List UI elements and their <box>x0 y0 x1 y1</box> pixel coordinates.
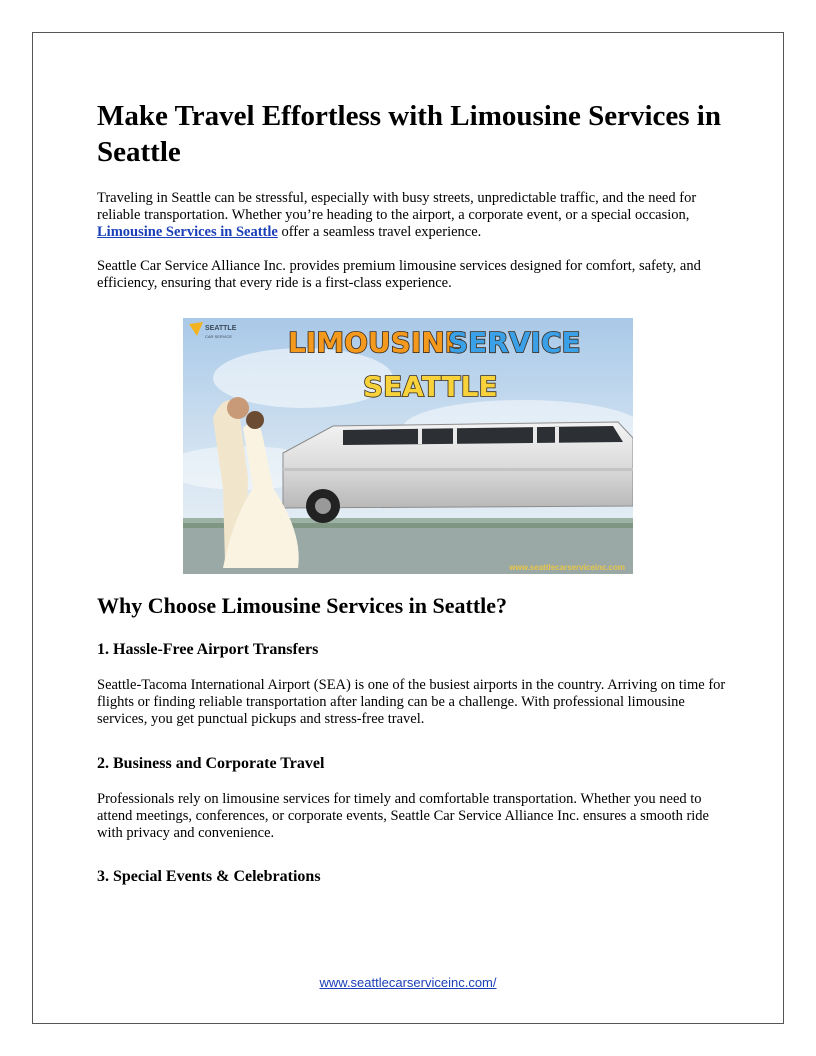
section-heading: 1. Hassle-Free Airport Transfers <box>97 641 319 658</box>
section-body: Seattle-Tacoma International Airport (SEA) is one of the busiest airports in the country. Arriving on time for flights or finding reliable transportation after landing can be a challenge. With professional limousine services, you get punctual pickups and stress-free travel. <box>97 677 726 727</box>
hero-headline-seattle: SEATTLE <box>363 370 498 403</box>
svg-text:CAR SERVICE: CAR SERVICE <box>205 334 233 339</box>
section-airport-transfers <box>97 641 727 728</box>
section-title: Why Choose Limousine Services in Seattle? <box>97 593 508 618</box>
hero-headline-limousine: LIMOUSINE <box>288 326 464 359</box>
document-body <box>97 98 727 292</box>
hero-headline-service: SERVICE <box>448 326 581 359</box>
section-heading: 3. Special Events & Celebrations <box>97 868 321 885</box>
limousine-services-link[interactable]: Limousine Services in Seattle <box>97 224 278 240</box>
intro-paragraph-1 <box>97 190 727 241</box>
section-business-travel <box>97 755 727 842</box>
svg-text:SEATTLE: SEATTLE <box>205 325 237 332</box>
hero-image <box>183 318 633 574</box>
intro-text-before: Traveling in Seattle can be stressful, especially with busy streets, unpredictable traffic, and the need for reliable transportation. Whether you’re heading to the airport, a corporate event, or a special occasion, <box>97 190 697 223</box>
footer-website-link[interactable]: www.seattlecarserviceinc.com/ <box>319 975 497 990</box>
section-special-events <box>97 868 727 904</box>
section-heading: 2. Business and Corporate Travel <box>97 755 325 772</box>
intro-paragraph-2: Seattle Car Service Alliance Inc. provides premium limousine services designed for comfort, safety, and efficiency, ensuring that every ride is a first-class experience. <box>97 258 701 291</box>
intro-text-after: offer a seamless travel experience. <box>277 224 482 240</box>
section-body: Professionals rely on limousine services for timely and comfortable transportation. Whether you need to attend meetings, conferences, or corporate events, Seattle Car Service Alliance Inc. ensures a smooth ride with privacy and convenience. <box>97 791 709 841</box>
page-title: Make Travel Effortless with Limousine Services in Seattle <box>97 100 721 168</box>
hero-watermark: www.seattlecarserviceinc.com <box>509 563 625 572</box>
